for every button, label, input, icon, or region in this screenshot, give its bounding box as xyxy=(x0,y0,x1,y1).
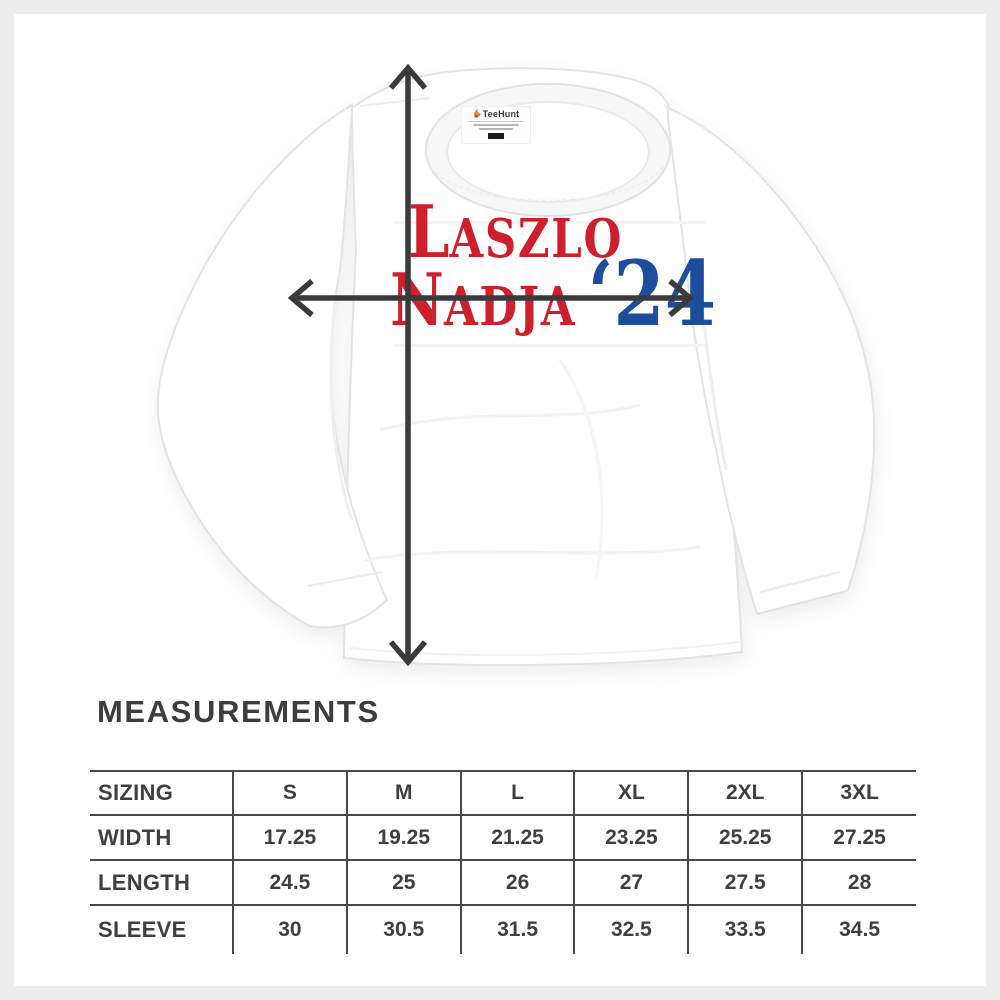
graphic-initial: N xyxy=(390,257,444,342)
row-label-sleeve: SLEEVE xyxy=(90,905,233,954)
table-cell: 34.5 xyxy=(839,918,880,941)
graphic-text: ASZLO xyxy=(449,208,623,270)
header-size-xl: XL xyxy=(574,771,688,815)
table-cell: 27 xyxy=(574,860,688,905)
width-arrow xyxy=(292,281,690,315)
table-cell: 17.25 xyxy=(233,815,347,860)
row-label-length: LENGTH xyxy=(90,860,233,905)
table-cell: 31.5 xyxy=(461,905,575,954)
table-cell: 27.25 xyxy=(833,825,886,849)
header-size-m: M xyxy=(347,771,461,815)
header-size-l: L xyxy=(461,771,575,815)
table-cell: 25.25 xyxy=(688,815,802,860)
table-cell: 33.5 xyxy=(688,905,802,954)
table-cell: 24.5 xyxy=(233,860,347,905)
measurements-title: MEASUREMENTS xyxy=(97,694,380,729)
header-sizing: SIZING xyxy=(90,771,233,815)
row-label-width: WIDTH xyxy=(90,815,233,860)
graphic-text: ADJA xyxy=(443,276,577,338)
table-cell: 21.25 xyxy=(461,815,575,860)
table-cell: 19.25 xyxy=(347,815,461,860)
table-cell: 30 xyxy=(233,905,347,954)
table-cell: 25 xyxy=(347,860,461,905)
graphic-initial: L xyxy=(408,189,450,274)
length-arrow xyxy=(391,68,425,662)
header-size-s: S xyxy=(233,771,347,815)
table-cell: 27.5 xyxy=(688,860,802,905)
table-cell: 26 xyxy=(461,860,575,905)
table-cell: 32.5 xyxy=(574,905,688,954)
table-cell: 30.5 xyxy=(347,905,461,954)
graphic-year: ‘24 xyxy=(587,241,717,347)
header-size-3xl: 3XL xyxy=(840,781,879,804)
brand-name: TeeHunt xyxy=(482,109,520,119)
table-cell: 28 xyxy=(847,870,872,894)
table-cell: 23.25 xyxy=(574,815,688,860)
header-size-2xl: 2XL xyxy=(688,771,802,815)
